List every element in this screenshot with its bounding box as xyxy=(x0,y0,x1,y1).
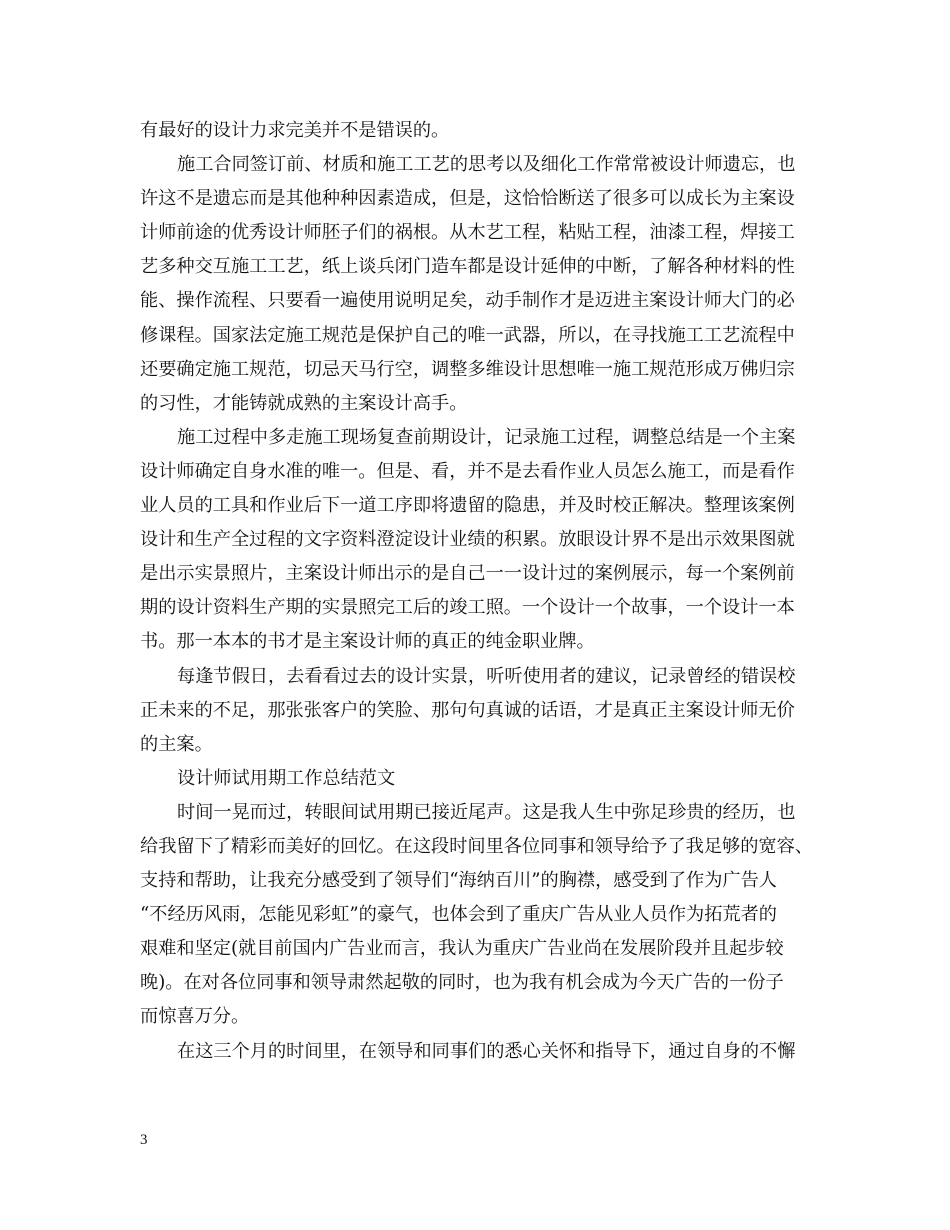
text-line: 业人员的工具和作业后下一道工序即将遗留的隐患，并及时校正解决。整理该案例 xyxy=(140,495,795,517)
text-line: 施工过程中多走施工现场复查前期设计，记录施工过程，调整总结是一个主案 xyxy=(177,426,796,448)
text-line: 是出示实景照片，主案设计师出示的是自己一一设计过的案例展示，每一个案例前 xyxy=(140,563,795,585)
text-line: 而惊喜万分。 xyxy=(140,1006,250,1028)
text-line: 晚)。在对各位同事和领导肃然起敬的同时，也为我有机会成为今天广告的一份子 xyxy=(140,972,784,994)
text-line: 正未来的不足，那张张客户的笑脸、那句句真诚的话语，才是真正主案设计师无价 xyxy=(140,699,795,721)
section-heading: 设计师试用期工作总结范文 xyxy=(177,767,396,789)
text-line: 在这三个月的时间里，在领导和同事们的悉心关怀和指导下，通过自身的不懈 xyxy=(177,1040,796,1062)
text-line: 艺多种交互施工工艺，纸上谈兵闭门造车都是设计延伸的中断，了解各种材料的性 xyxy=(140,256,795,278)
text-line: 修课程。国家法定施工规范是保护自己的唯一武器，所以，在寻找施工工艺流程中 xyxy=(140,324,795,346)
text-line: 每逢节假日，去看看过去的设计实景，听听使用者的建议，记录曾经的错误校 xyxy=(177,665,796,687)
text-line: 时间一晃而过，转眼间试用期已接近尾声。这是我人生中弥足珍贵的经历，也 xyxy=(177,801,796,823)
document-body xyxy=(140,114,816,1069)
text-line: 设计师确定自身水准的唯一。但是、看，并不是去看作业人员怎么施工，而是看作 xyxy=(140,460,795,482)
text-line: 书。那一本本的书才是主案设计师的真正的纯金职业牌。 xyxy=(140,631,595,653)
text-line: 有最好的设计力求完美并不是错误的。 xyxy=(140,120,450,141)
text-line: 设计和生产全过程的文字资料澄淀设计业绩的积累。放眼设计界不是出示效果图就 xyxy=(140,529,795,551)
page-number: 3 xyxy=(140,1132,148,1148)
text-line: 的习性，才能铸就成熟的主案设计高手。 xyxy=(140,392,468,414)
text-line: 的主案。 xyxy=(140,733,213,755)
text-line: 还要确定施工规范，切忌天马行空，调整多维设计思想唯一施工规范形成万佛归宗 xyxy=(140,358,795,380)
text-line: 支持和帮助，让我充分感受到了领导们“海纳百川”的胸襟，感受到了作为广告人 xyxy=(140,870,777,892)
text-line: 艰难和坚定(就目前国内广告业而言，我认为重庆广告业尚在发展阶段并且起步较 xyxy=(140,938,784,960)
text-line: 计师前途的优秀设计师胚子们的祸根。从木艺工程，粘贴工程，油漆工程，焊接工 xyxy=(140,222,795,244)
text-line: 许这不是遗忘而是其他种种因素造成，但是，这恰恰断送了很多可以成长为主案设 xyxy=(140,188,795,210)
text-line: “不经历风雨，怎能见彩虹”的豪气，也体会到了重庆广告从业人员作为拓荒者的 xyxy=(140,904,777,926)
text-line: 能、操作流程、只要看一遍使用说明足矣，动手制作才是迈进主案设计师大门的必 xyxy=(140,290,795,312)
text-line: 给我留下了精彩而美好的回忆。在这段时间里各位同事和领导给予了我足够的宽容、 xyxy=(140,835,813,857)
text-line: 期的设计资料生产期的实景照完工后的竣工照。一个设计一个故事，一个设计一本 xyxy=(140,597,795,619)
text-line: 施工合同签订前、材质和施工工艺的思考以及细化工作常常被设计师遗忘，也 xyxy=(177,154,796,176)
